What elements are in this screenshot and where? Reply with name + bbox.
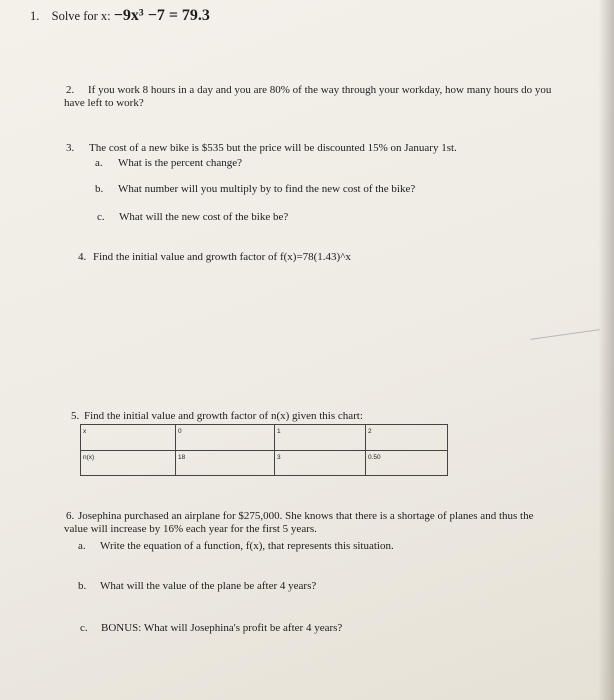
q6-part-b-letter: b. [78, 580, 87, 592]
q4-text: Find the initial value and growth factor of f(x)=78(1.43)^x [93, 251, 351, 263]
q2-text: If you work 8 hours in a day and you are 80% of the way through your workday, how many hours do you have left to work? [64, 84, 552, 109]
q3-part-b-letter: b. [95, 183, 104, 195]
q3-text: The cost of a new bike is $535 but the price will be discounted 15% on January 1st. [89, 142, 457, 154]
q6-number: 6. [66, 510, 75, 522]
page-edge-shadow [598, 0, 614, 700]
q6-part-b-text: What will the value of the plane be after 4 years? [100, 580, 317, 592]
q1-label: Solve for x: [51, 9, 111, 23]
table-cell: x [81, 425, 176, 451]
q6-part-c-letter: c. [80, 622, 88, 634]
q3-part-a-text: What is the percent change? [118, 157, 242, 169]
table-cell: 3 [275, 450, 366, 476]
table-cell: 18 [176, 450, 275, 476]
q3-part-c-letter: c. [97, 211, 105, 223]
pen-mark [530, 329, 599, 340]
table-row-nx [81, 450, 448, 476]
q6-part-c-text: BONUS: What will Josephina's profit be after 4 years? [101, 622, 343, 634]
q6-part-a-text: Write the equation of a function, f(x), that represents this situation. [100, 540, 394, 552]
q6-text: Josephina purchased an airplane for $275,000. She knows that there is a shortage of planes and thus the value will increase by 16% each year for the first 5 years. [64, 510, 534, 535]
table-cell: 0.50 [366, 450, 448, 476]
q5-text: Find the initial value and growth factor of n(x) given this chart: [84, 410, 363, 422]
q2-number: 2. [66, 84, 75, 96]
q1-equation: −9x³ −7 = 79.3 [113, 7, 210, 24]
table-cell: 1 [275, 425, 366, 451]
q3-part-c-text: What will the new cost of the bike be? [119, 211, 289, 223]
q3-part-b-text: What number will you multiply by to find the new cost of the bike? [118, 183, 416, 195]
table-cell: n(x) [81, 450, 176, 476]
table-cell: 2 [366, 425, 448, 451]
table-row-x [81, 425, 448, 451]
q5-number: 5. [71, 410, 80, 422]
q3-part-a-letter: a. [95, 157, 103, 169]
q5-chart-table [80, 424, 448, 476]
q6-part-a-letter: a. [78, 540, 86, 552]
q1 [30, 9, 210, 23]
q4-number: 4. [78, 251, 87, 263]
table-cell: 0 [176, 425, 275, 451]
q1-number: 1. [30, 9, 40, 23]
q3-number: 3. [66, 142, 75, 154]
